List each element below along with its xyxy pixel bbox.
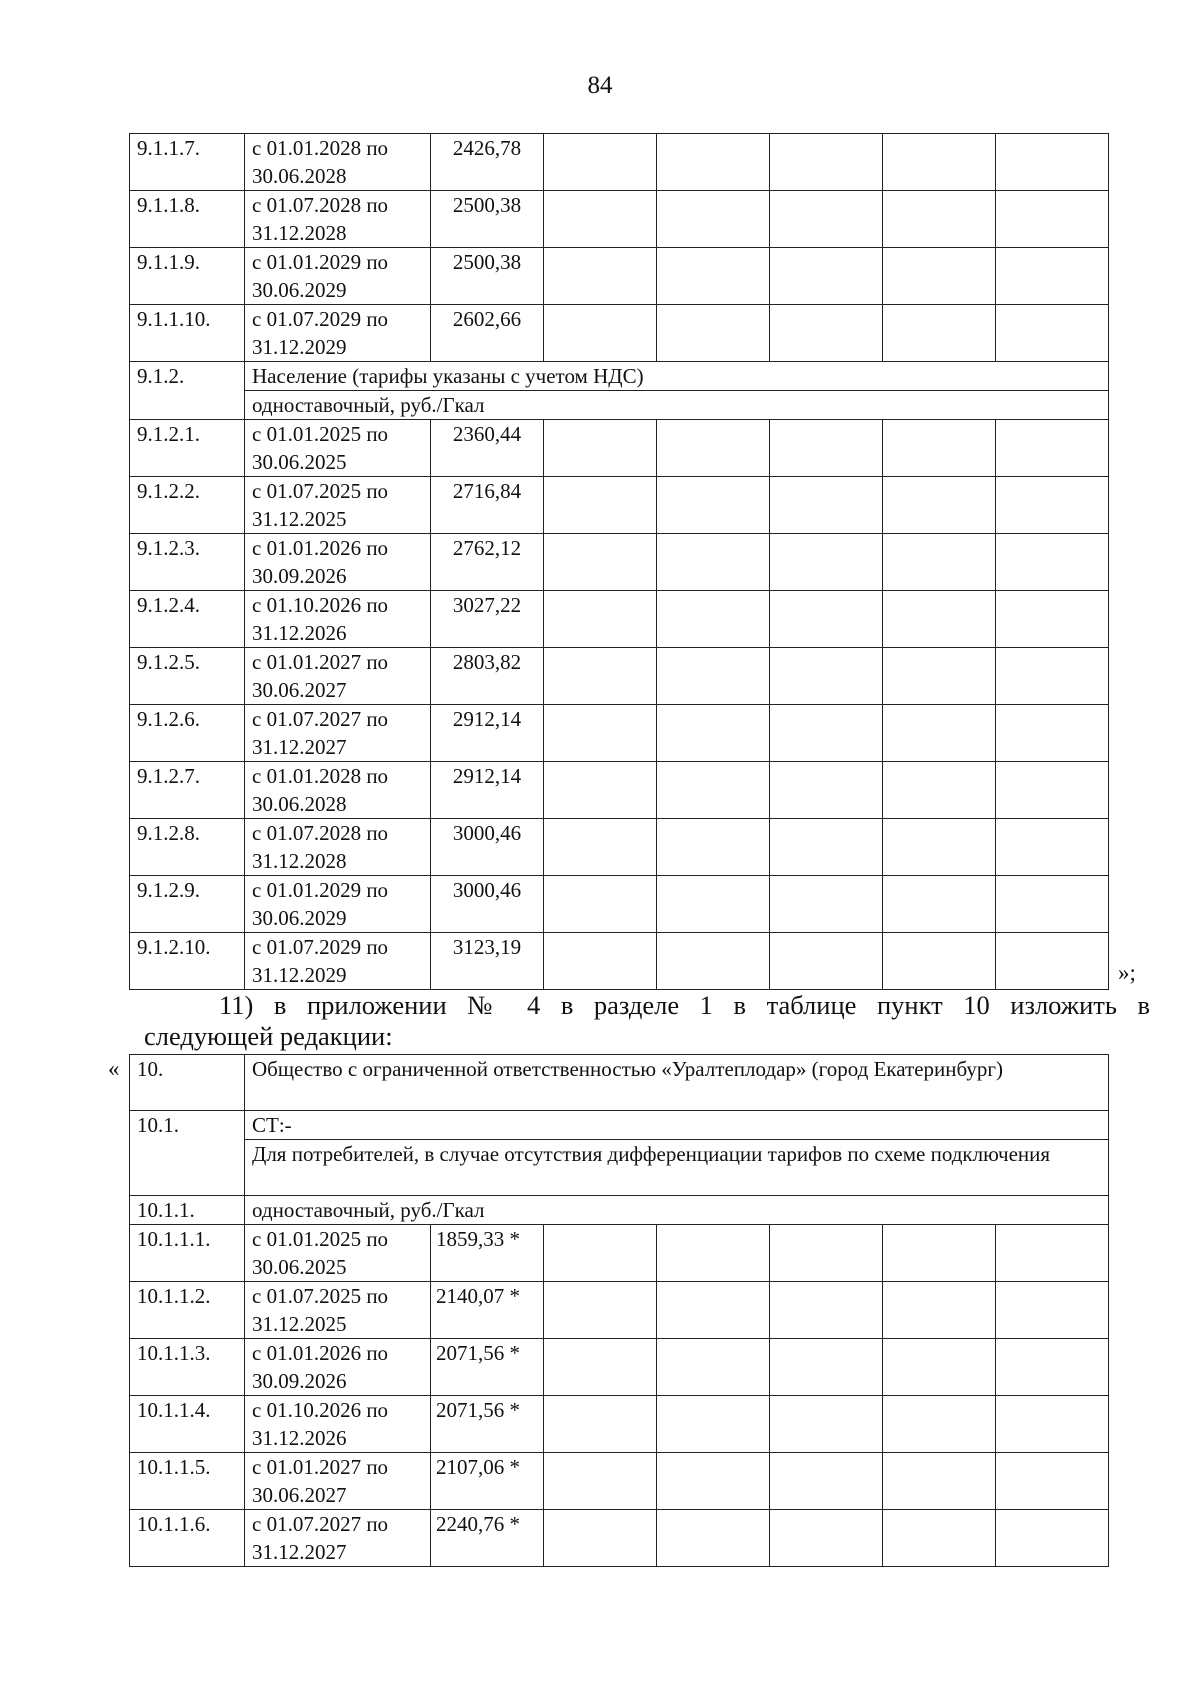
row-number: 9.1.2.5. [130,648,245,705]
period-end: 31.12.2026 [252,1426,347,1450]
empty-cell [770,191,883,248]
tariff-value: 2071,56 * [431,1339,544,1396]
table-row [130,1453,1109,1510]
empty-cell [883,1396,996,1453]
period-end: 31.12.2028 [252,221,347,245]
table-row [130,534,1109,591]
period-end: 30.09.2026 [252,564,347,588]
empty-cell [996,248,1109,305]
period-cell [245,191,431,248]
period-start: с 01.01.2026 по [252,536,389,560]
period-cell [245,534,431,591]
period-start: с 01.07.2025 по [252,1284,389,1308]
section-number: 9.1.2. [130,362,245,420]
empty-cell [544,1396,657,1453]
empty-cell [883,1510,996,1567]
empty-cell [883,819,996,876]
table-row [130,477,1109,534]
org-number: 10. [130,1055,245,1111]
tariff-value: 2360,44 [431,420,544,477]
empty-cell [657,1282,770,1339]
row-number: 10.1.1.4. [130,1396,245,1453]
row-number: 10.1.1.6. [130,1510,245,1567]
period-end: 30.06.2027 [252,1483,347,1507]
table-row [130,876,1109,933]
empty-cell [996,305,1109,362]
period-cell [245,705,431,762]
org-name: Общество с ограниченной ответственностью «Уралтеплодар» (город Екатеринбург) [245,1055,1109,1111]
empty-cell [657,933,770,990]
period-start: с 01.07.2028 по [252,821,389,845]
empty-cell [996,420,1109,477]
empty-cell [996,1282,1109,1339]
period-end: 31.12.2025 [252,507,347,531]
period-start: с 01.07.2028 по [252,193,389,217]
period-cell [245,591,431,648]
empty-cell [657,248,770,305]
table-row [130,1339,1109,1396]
empty-cell [657,305,770,362]
period-end: 30.06.2028 [252,164,347,188]
empty-cell [883,648,996,705]
empty-cell [657,591,770,648]
period-end: 31.12.2025 [252,1312,347,1336]
section-title: Население (тарифы указаны с учетом НДС) [245,362,1109,391]
period-start: с 01.07.2025 по [252,479,389,503]
tariff-value: 2071,56 * [431,1396,544,1453]
period-cell [245,477,431,534]
empty-cell [770,534,883,591]
st-row [130,1111,1109,1140]
tariff-value: 2240,76 * [431,1510,544,1567]
period-end: 30.06.2028 [252,792,347,816]
period-cell [245,1510,431,1567]
tariff-value: 2107,06 * [431,1453,544,1510]
empty-cell [770,876,883,933]
empty-cell [544,819,657,876]
empty-cell [544,1510,657,1567]
tariff-value: 3000,46 [431,876,544,933]
empty-cell [657,648,770,705]
period-start: с 01.01.2029 по [252,878,389,902]
empty-cell [996,1339,1109,1396]
table-row [130,1225,1109,1282]
table-row [130,648,1109,705]
tariff-value: 2426,78 [431,134,544,191]
period-cell [245,1396,431,1453]
table-row [130,819,1109,876]
empty-cell [657,477,770,534]
period-end: 31.12.2027 [252,735,347,759]
section-subtitle-row [130,391,1109,420]
period-cell [245,648,431,705]
empty-cell [996,762,1109,819]
section-row [130,362,1109,391]
period-start: с 01.10.2026 по [252,1398,389,1422]
period-start: с 01.01.2027 по [252,650,389,674]
empty-cell [883,1225,996,1282]
empty-cell [544,420,657,477]
empty-cell [770,762,883,819]
empty-cell [770,1225,883,1282]
tariff-value: 2500,38 [431,248,544,305]
table-row [130,134,1109,191]
st-description: Для потребителей, в случае отсутствия дифференциации тарифов по схеме подключения [245,1140,1109,1196]
empty-cell [883,933,996,990]
tariff-value: 2912,14 [431,705,544,762]
empty-cell [770,477,883,534]
tariff-value: 2602,66 [431,305,544,362]
empty-cell [544,762,657,819]
tariff-value: 2912,14 [431,762,544,819]
st-number: 10.1. [130,1111,245,1196]
empty-cell [996,876,1109,933]
empty-cell [996,1225,1109,1282]
st-desc-row [130,1140,1109,1196]
empty-cell [996,1510,1109,1567]
row-number: 9.1.2.6. [130,705,245,762]
period-cell [245,420,431,477]
empty-cell [657,134,770,191]
tariff-value: 2716,84 [431,477,544,534]
period-start: с 01.07.2027 по [252,1512,389,1536]
period-end: 30.06.2029 [252,278,347,302]
org-row [130,1055,1109,1111]
table-row [130,191,1109,248]
tariff-value: 2140,07 * [431,1282,544,1339]
empty-cell [770,1282,883,1339]
table-row [130,420,1109,477]
row-number: 9.1.1.9. [130,248,245,305]
empty-cell [544,305,657,362]
row-number: 9.1.2.2. [130,477,245,534]
empty-cell [770,305,883,362]
empty-cell [657,1396,770,1453]
period-cell [245,1225,431,1282]
tariff-table-1 [129,133,1109,990]
table-row [130,305,1109,362]
page-number: 84 [587,72,613,99]
period-cell [245,1282,431,1339]
period-cell [245,1339,431,1396]
period-start: с 01.07.2027 по [252,707,389,731]
empty-cell [996,819,1109,876]
empty-cell [996,1453,1109,1510]
empty-cell [770,705,883,762]
empty-cell [544,1453,657,1510]
subsection-title: одноставочный, руб./Гкал [245,1196,1109,1225]
period-end: 30.06.2025 [252,1255,347,1279]
empty-cell [544,705,657,762]
empty-cell [770,819,883,876]
empty-cell [883,477,996,534]
empty-cell [996,534,1109,591]
row-number: 9.1.1.7. [130,134,245,191]
subsection-row [130,1196,1109,1225]
empty-cell [544,1339,657,1396]
table-row [130,591,1109,648]
empty-cell [544,591,657,648]
empty-cell [544,248,657,305]
empty-cell [996,477,1109,534]
empty-cell [770,1453,883,1510]
subsection-number: 10.1.1. [130,1196,245,1225]
empty-cell [883,420,996,477]
empty-cell [883,1339,996,1396]
tariff-table-2 [129,1054,1109,1567]
period-start: с 01.01.2028 по [252,764,389,788]
period-end: 30.06.2025 [252,450,347,474]
opening-quote: « [108,1056,120,1081]
period-end: 31.12.2029 [252,335,347,359]
empty-cell [996,705,1109,762]
empty-cell [883,191,996,248]
period-cell [245,1453,431,1510]
tariff-value: 3123,19 [431,933,544,990]
table-row [130,705,1109,762]
paragraph-line-1: 11) в приложении № 4 в разделе 1 в таблице пункт 10 изложить в [219,990,1150,1020]
empty-cell [770,648,883,705]
row-number: 9.1.2.1. [130,420,245,477]
empty-cell [770,1510,883,1567]
table-row [130,933,1109,990]
tariff-value: 3027,22 [431,591,544,648]
period-cell [245,819,431,876]
period-end: 30.06.2029 [252,906,347,930]
empty-cell [544,933,657,990]
row-number: 10.1.1.3. [130,1339,245,1396]
empty-cell [883,305,996,362]
empty-cell [657,762,770,819]
period-cell [245,248,431,305]
table-row [130,1510,1109,1567]
empty-cell [883,762,996,819]
period-cell [245,933,431,990]
empty-cell [770,933,883,990]
empty-cell [544,876,657,933]
table-row [130,248,1109,305]
amendment-paragraph [144,990,1150,1052]
tariff-value: 3000,46 [431,819,544,876]
table-row [130,762,1109,819]
period-end: 30.09.2026 [252,1369,347,1393]
empty-cell [883,705,996,762]
empty-cell [883,248,996,305]
period-start: с 01.01.2026 по [252,1341,389,1365]
row-number: 9.1.2.7. [130,762,245,819]
row-number: 10.1.1.2. [130,1282,245,1339]
tariff-value: 2500,38 [431,191,544,248]
empty-cell [883,591,996,648]
period-start: с 01.07.2029 по [252,307,389,331]
empty-cell [657,420,770,477]
period-cell [245,134,431,191]
empty-cell [996,648,1109,705]
empty-cell [996,1396,1109,1453]
row-number: 9.1.1.8. [130,191,245,248]
empty-cell [770,420,883,477]
empty-cell [883,534,996,591]
empty-cell [544,1282,657,1339]
period-end: 31.12.2026 [252,621,347,645]
row-number: 9.1.2.3. [130,534,245,591]
empty-cell [996,591,1109,648]
empty-cell [883,134,996,191]
closing-quote: »; [1118,960,1136,985]
period-end: 30.06.2027 [252,678,347,702]
period-start: с 01.01.2025 по [252,422,389,446]
empty-cell [657,1225,770,1282]
empty-cell [996,933,1109,990]
empty-cell [657,705,770,762]
empty-cell [657,876,770,933]
tariff-value: 2803,82 [431,648,544,705]
empty-cell [544,534,657,591]
period-start: с 01.01.2029 по [252,250,389,274]
row-number: 9.1.1.10. [130,305,245,362]
period-end: 31.12.2029 [252,963,347,987]
empty-cell [544,191,657,248]
empty-cell [657,1510,770,1567]
section-subtitle: одноставочный, руб./Гкал [245,391,1109,420]
empty-cell [883,1453,996,1510]
table-row [130,1282,1109,1339]
empty-cell [544,648,657,705]
row-number: 9.1.2.10. [130,933,245,990]
period-end: 31.12.2027 [252,1540,347,1564]
row-number: 9.1.2.8. [130,819,245,876]
empty-cell [996,191,1109,248]
period-start: с 01.01.2027 по [252,1455,389,1479]
empty-cell [544,134,657,191]
empty-cell [544,1225,657,1282]
period-start: с 01.01.2028 по [252,136,389,160]
period-cell [245,876,431,933]
empty-cell [770,248,883,305]
period-end: 31.12.2028 [252,849,347,873]
empty-cell [770,1339,883,1396]
tariff-value: 2762,12 [431,534,544,591]
table-row [130,1396,1109,1453]
empty-cell [657,534,770,591]
empty-cell [883,1282,996,1339]
period-start: с 01.01.2025 по [252,1227,389,1251]
row-number: 9.1.2.4. [130,591,245,648]
paragraph-line-2: следующей редакции: [144,1021,393,1051]
empty-cell [770,591,883,648]
empty-cell [657,191,770,248]
row-number: 10.1.1.1. [130,1225,245,1282]
empty-cell [544,477,657,534]
period-cell [245,762,431,819]
empty-cell [657,819,770,876]
period-cell [245,305,431,362]
empty-cell [657,1453,770,1510]
st-label: СТ:- [245,1111,1109,1140]
empty-cell [883,876,996,933]
empty-cell [770,134,883,191]
empty-cell [657,1339,770,1396]
tariff-value: 1859,33 * [431,1225,544,1282]
empty-cell [770,1396,883,1453]
empty-cell [996,134,1109,191]
period-start: с 01.07.2029 по [252,935,389,959]
period-start: с 01.10.2026 по [252,593,389,617]
row-number: 10.1.1.5. [130,1453,245,1510]
row-number: 9.1.2.9. [130,876,245,933]
